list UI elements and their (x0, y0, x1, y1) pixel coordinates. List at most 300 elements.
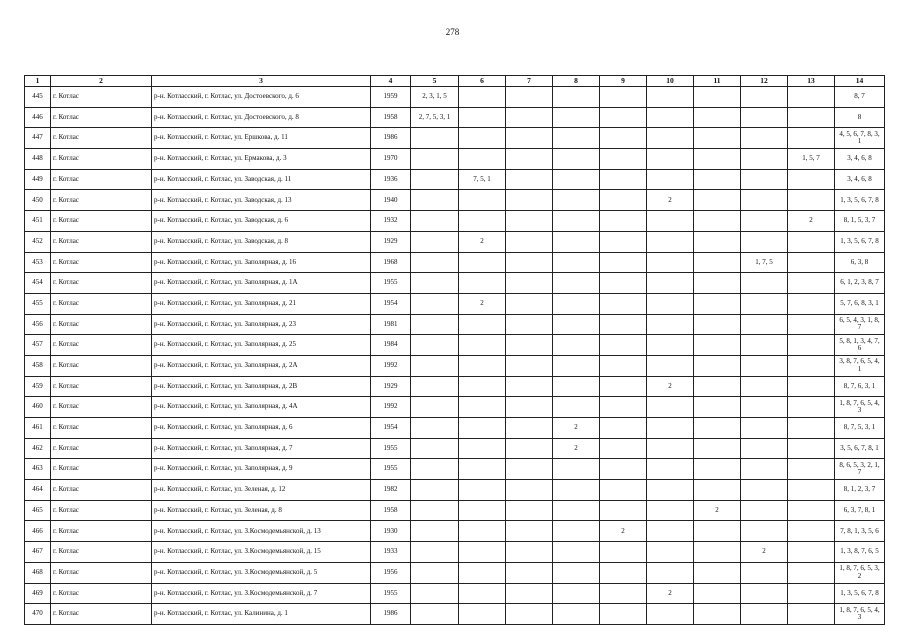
column-6-cell (459, 87, 506, 108)
column-8-cell (553, 128, 600, 149)
column-11-cell (694, 169, 741, 190)
column-6-cell (459, 355, 506, 376)
column-12-cell (741, 562, 788, 583)
column-5-cell (411, 459, 459, 480)
row-number-cell: 463 (25, 459, 51, 480)
column-14-cell: 5, 8, 1, 3, 4, 7, 6 (835, 335, 885, 356)
column-7-cell (506, 273, 553, 294)
address-cell: р-н. Котласский, г. Котлас, ул. Заполярная, д. 9 (152, 459, 371, 480)
year-cell: 1930 (371, 521, 411, 542)
column-14-cell: 3, 4, 6, 8 (835, 149, 885, 170)
column-13-cell (788, 293, 835, 314)
column-8-cell (553, 562, 600, 583)
table-row (25, 604, 885, 625)
column-12-cell: 1, 7, 5 (741, 252, 788, 273)
column-8-cell (553, 190, 600, 211)
column-8-cell (553, 293, 600, 314)
column-7-cell (506, 107, 553, 128)
column-10-cell (647, 562, 694, 583)
table-row (25, 252, 885, 273)
column-11-cell (694, 190, 741, 211)
row-number-cell: 455 (25, 293, 51, 314)
column-10-cell (647, 314, 694, 335)
column-14-cell: 8, 7, 5, 3, 1 (835, 418, 885, 439)
column-5-cell (411, 273, 459, 294)
column-9-cell (600, 293, 647, 314)
column-10-cell (647, 211, 694, 232)
column-7-cell (506, 583, 553, 604)
settlement-cell: г. Котлас (51, 480, 152, 501)
column-14-cell: 6, 5, 4, 3, 1, 8, 7 (835, 314, 885, 335)
year-cell: 1982 (371, 480, 411, 501)
column-6-cell (459, 190, 506, 211)
column-12-cell (741, 355, 788, 376)
column-header-7: 7 (506, 76, 553, 87)
settlement-cell: г. Котлас (51, 397, 152, 418)
row-number-cell: 456 (25, 314, 51, 335)
settlement-cell: г. Котлас (51, 211, 152, 232)
column-11-cell: 2 (694, 500, 741, 521)
settlement-cell: г. Котлас (51, 376, 152, 397)
table-row (25, 480, 885, 501)
column-5-cell (411, 128, 459, 149)
year-cell: 1932 (371, 211, 411, 232)
column-9-cell (600, 397, 647, 418)
address-cell: р-н. Котласский, г. Котлас, ул. З.Космодемьянской, д. 15 (152, 542, 371, 563)
column-11-cell (694, 583, 741, 604)
column-14-cell: 8 (835, 107, 885, 128)
address-cell: р-н. Котласский, г. Котлас, ул. З.Космодемьянской, д. 7 (152, 583, 371, 604)
column-8-cell (553, 107, 600, 128)
year-cell: 1981 (371, 314, 411, 335)
column-10-cell (647, 397, 694, 418)
column-header-2: 2 (51, 76, 152, 87)
column-13-cell (788, 355, 835, 376)
settlement-cell: г. Котлас (51, 190, 152, 211)
year-cell: 1958 (371, 107, 411, 128)
column-13-cell (788, 169, 835, 190)
column-14-cell: 6, 3, 7, 8, 1 (835, 500, 885, 521)
column-8-cell (553, 480, 600, 501)
column-12-cell (741, 293, 788, 314)
column-13-cell (788, 459, 835, 480)
column-10-cell (647, 438, 694, 459)
year-cell: 1929 (371, 231, 411, 252)
column-8-cell (553, 604, 600, 625)
column-7-cell (506, 293, 553, 314)
column-12-cell (741, 190, 788, 211)
settlement-cell: г. Котлас (51, 562, 152, 583)
column-header-14: 14 (835, 76, 885, 87)
column-7-cell (506, 252, 553, 273)
address-cell: р-н. Котласский, г. Котлас, ул. Ермакова, д. 3 (152, 149, 371, 170)
column-11-cell (694, 335, 741, 356)
settlement-cell: г. Котлас (51, 169, 152, 190)
table-body (25, 87, 885, 625)
column-13-cell (788, 480, 835, 501)
column-14-cell: 1, 8, 7, 6, 5, 3, 2 (835, 562, 885, 583)
column-7-cell (506, 231, 553, 252)
column-6-cell (459, 438, 506, 459)
column-10-cell (647, 480, 694, 501)
column-11-cell (694, 562, 741, 583)
column-10-cell (647, 169, 694, 190)
column-9-cell (600, 459, 647, 480)
column-10-cell (647, 521, 694, 542)
address-cell: р-н. Котласский, г. Котлас, ул. Зеленая, д. 12 (152, 480, 371, 501)
address-cell: р-н. Котласский, г. Котлас, ул. Ершкова, д. 11 (152, 128, 371, 149)
column-9-cell (600, 542, 647, 563)
column-11-cell (694, 480, 741, 501)
column-8-cell (553, 87, 600, 108)
settlement-cell: г. Котлас (51, 314, 152, 335)
column-8-cell (553, 459, 600, 480)
address-cell: р-н. Котласский, г. Котлас, ул. Достоевского, д. 6 (152, 87, 371, 108)
column-8-cell (553, 335, 600, 356)
table-row (25, 438, 885, 459)
column-5-cell (411, 293, 459, 314)
address-cell: р-н. Котласский, г. Котлас, ул. Калинина, д. 1 (152, 604, 371, 625)
table-row (25, 107, 885, 128)
column-5-cell (411, 418, 459, 439)
column-5-cell (411, 190, 459, 211)
column-5-cell: 2, 7, 5, 3, 1 (411, 107, 459, 128)
row-number-cell: 459 (25, 376, 51, 397)
row-number-cell: 468 (25, 562, 51, 583)
year-cell: 1970 (371, 149, 411, 170)
column-10-cell (647, 459, 694, 480)
year-cell: 1955 (371, 459, 411, 480)
column-14-cell: 1, 8, 7, 6, 5, 4, 3 (835, 397, 885, 418)
column-6-cell (459, 149, 506, 170)
column-7-cell (506, 500, 553, 521)
column-7-cell (506, 542, 553, 563)
column-12-cell (741, 376, 788, 397)
column-11-cell (694, 521, 741, 542)
table-row (25, 128, 885, 149)
table-row (25, 376, 885, 397)
column-9-cell (600, 190, 647, 211)
column-8-cell (553, 149, 600, 170)
column-5-cell (411, 169, 459, 190)
column-header-6: 6 (459, 76, 506, 87)
column-14-cell: 8, 7 (835, 87, 885, 108)
column-13-cell (788, 500, 835, 521)
column-11-cell (694, 542, 741, 563)
column-14-cell: 5, 7, 6, 8, 3, 1 (835, 293, 885, 314)
column-11-cell (694, 231, 741, 252)
column-12-cell (741, 169, 788, 190)
column-10-cell (647, 418, 694, 439)
column-8-cell (553, 376, 600, 397)
row-number-cell: 460 (25, 397, 51, 418)
address-cell: р-н. Котласский, г. Котлас, ул. Зеленая, д. 8 (152, 500, 371, 521)
year-cell: 1933 (371, 542, 411, 563)
column-9-cell: 2 (600, 521, 647, 542)
column-13-cell (788, 128, 835, 149)
column-5-cell (411, 500, 459, 521)
year-cell: 1954 (371, 293, 411, 314)
table-row (25, 397, 885, 418)
column-7-cell (506, 169, 553, 190)
table-row (25, 87, 885, 108)
address-cell: р-н. Котласский, г. Котлас, ул. Заводская, д. 8 (152, 231, 371, 252)
column-9-cell (600, 149, 647, 170)
column-8-cell (553, 542, 600, 563)
column-7-cell (506, 211, 553, 232)
column-8-cell: 2 (553, 438, 600, 459)
column-14-cell: 8, 7, 6, 3, 1 (835, 376, 885, 397)
column-12-cell (741, 87, 788, 108)
column-12-cell (741, 521, 788, 542)
year-cell: 1992 (371, 397, 411, 418)
column-12-cell (741, 418, 788, 439)
column-7-cell (506, 149, 553, 170)
column-8-cell (553, 314, 600, 335)
column-14-cell: 6, 1, 2, 3, 8, 7 (835, 273, 885, 294)
column-14-cell: 7, 8, 1, 3, 5, 6 (835, 521, 885, 542)
column-11-cell (694, 459, 741, 480)
column-header-12: 12 (741, 76, 788, 87)
table-row (25, 418, 885, 439)
column-7-cell (506, 376, 553, 397)
column-6-cell (459, 583, 506, 604)
column-6-cell (459, 335, 506, 356)
column-9-cell (600, 252, 647, 273)
column-6-cell (459, 521, 506, 542)
year-cell: 1956 (371, 562, 411, 583)
settlement-cell: г. Котлас (51, 500, 152, 521)
column-6-cell: 7, 5, 1 (459, 169, 506, 190)
column-10-cell (647, 542, 694, 563)
settlement-cell: г. Котлас (51, 438, 152, 459)
address-cell: р-н. Котласский, г. Котлас, ул. Заполярная, д. 2В (152, 376, 371, 397)
table-row (25, 459, 885, 480)
settlement-cell: г. Котлас (51, 335, 152, 356)
table-row (25, 500, 885, 521)
table-row (25, 190, 885, 211)
address-cell: р-н. Котласский, г. Котлас, ул. Заполярная, д. 1А (152, 273, 371, 294)
column-6-cell (459, 107, 506, 128)
column-12-cell (741, 273, 788, 294)
row-number-cell: 470 (25, 604, 51, 625)
settlement-cell: г. Котлас (51, 87, 152, 108)
row-number-cell: 445 (25, 87, 51, 108)
column-5-cell (411, 438, 459, 459)
column-8-cell (553, 231, 600, 252)
column-6-cell (459, 480, 506, 501)
column-9-cell (600, 335, 647, 356)
table-row (25, 273, 885, 294)
column-5-cell (411, 604, 459, 625)
column-12-cell: 2 (741, 542, 788, 563)
year-cell: 1929 (371, 376, 411, 397)
column-5-cell (411, 252, 459, 273)
column-6-cell (459, 376, 506, 397)
column-12-cell (741, 583, 788, 604)
address-cell: р-н. Котласский, г. Котлас, ул. Достоевского, д. 8 (152, 107, 371, 128)
table-row (25, 335, 885, 356)
row-number-cell: 466 (25, 521, 51, 542)
column-header-8: 8 (553, 76, 600, 87)
column-10-cell (647, 500, 694, 521)
column-7-cell (506, 562, 553, 583)
column-7-cell (506, 87, 553, 108)
year-cell: 1955 (371, 583, 411, 604)
column-13-cell (788, 314, 835, 335)
settlement-cell: г. Котлас (51, 418, 152, 439)
year-cell: 1955 (371, 438, 411, 459)
column-11-cell (694, 293, 741, 314)
year-cell: 1984 (371, 335, 411, 356)
column-9-cell (600, 500, 647, 521)
year-cell: 1986 (371, 604, 411, 625)
year-cell: 1954 (371, 418, 411, 439)
row-number-cell: 464 (25, 480, 51, 501)
column-13-cell (788, 273, 835, 294)
column-11-cell (694, 87, 741, 108)
column-5-cell (411, 521, 459, 542)
column-12-cell (741, 211, 788, 232)
page-number: 278 (445, 27, 460, 37)
column-5-cell (411, 335, 459, 356)
column-6-cell (459, 128, 506, 149)
row-number-cell: 453 (25, 252, 51, 273)
column-5-cell (411, 542, 459, 563)
column-9-cell (600, 231, 647, 252)
address-cell: р-н. Котласский, г. Котлас, ул. Заводская, д. 6 (152, 211, 371, 232)
column-8-cell (553, 521, 600, 542)
row-number-cell: 469 (25, 583, 51, 604)
settlement-cell: г. Котлас (51, 107, 152, 128)
column-6-cell (459, 604, 506, 625)
column-14-cell: 8, 1, 2, 3, 7 (835, 480, 885, 501)
column-9-cell (600, 562, 647, 583)
column-7-cell (506, 604, 553, 625)
column-7-cell (506, 314, 553, 335)
column-8-cell (553, 169, 600, 190)
column-9-cell (600, 107, 647, 128)
row-number-cell: 449 (25, 169, 51, 190)
address-cell: р-н. Котласский, г. Котлас, ул. Заполярная, д. 2А (152, 355, 371, 376)
settlement-cell: г. Котлас (51, 231, 152, 252)
column-12-cell (741, 480, 788, 501)
column-8-cell (553, 500, 600, 521)
table-row (25, 521, 885, 542)
column-12-cell (741, 335, 788, 356)
column-9-cell (600, 211, 647, 232)
column-6-cell (459, 273, 506, 294)
row-number-cell: 447 (25, 128, 51, 149)
address-cell: р-н. Котласский, г. Котлас, ул. Заполярная, д. 25 (152, 335, 371, 356)
column-11-cell (694, 418, 741, 439)
year-cell: 1992 (371, 355, 411, 376)
column-12-cell (741, 149, 788, 170)
column-11-cell (694, 438, 741, 459)
column-7-cell (506, 190, 553, 211)
column-14-cell: 1, 3, 5, 6, 7, 8 (835, 231, 885, 252)
column-11-cell (694, 211, 741, 232)
column-13-cell (788, 562, 835, 583)
year-cell: 1959 (371, 87, 411, 108)
column-11-cell (694, 355, 741, 376)
column-13-cell (788, 252, 835, 273)
column-10-cell (647, 335, 694, 356)
settlement-cell: г. Котлас (51, 128, 152, 149)
column-7-cell (506, 128, 553, 149)
column-7-cell (506, 397, 553, 418)
column-8-cell (553, 583, 600, 604)
row-number-cell: 451 (25, 211, 51, 232)
row-number-cell: 454 (25, 273, 51, 294)
column-9-cell (600, 438, 647, 459)
column-12-cell (741, 128, 788, 149)
column-8-cell (553, 355, 600, 376)
column-13-cell (788, 604, 835, 625)
address-cell: р-н. Котласский, г. Котлас, ул. Заполярная, д. 6 (152, 418, 371, 439)
settlement-cell: г. Котлас (51, 459, 152, 480)
column-7-cell (506, 438, 553, 459)
column-10-cell (647, 107, 694, 128)
column-13-cell (788, 397, 835, 418)
column-13-cell (788, 231, 835, 252)
column-6-cell (459, 211, 506, 232)
column-12-cell (741, 314, 788, 335)
address-cell: р-н. Котласский, г. Котлас, ул. Заводская, д. 11 (152, 169, 371, 190)
column-11-cell (694, 149, 741, 170)
column-13-cell (788, 438, 835, 459)
row-number-cell: 465 (25, 500, 51, 521)
column-8-cell (553, 397, 600, 418)
column-13-cell (788, 418, 835, 439)
address-cell: р-н. Котласский, г. Котлас, ул. З.Космодемьянской, д. 5 (152, 562, 371, 583)
column-6-cell (459, 542, 506, 563)
column-13-cell (788, 190, 835, 211)
column-8-cell (553, 252, 600, 273)
column-6-cell (459, 252, 506, 273)
year-cell: 1986 (371, 128, 411, 149)
table-row (25, 149, 885, 170)
settlement-cell: г. Котлас (51, 604, 152, 625)
column-5-cell (411, 211, 459, 232)
column-5-cell: 2, 3, 1, 5 (411, 87, 459, 108)
address-cell: р-н. Котласский, г. Котлас, ул. Заполярная, д. 4А (152, 397, 371, 418)
column-11-cell (694, 314, 741, 335)
row-number-cell: 461 (25, 418, 51, 439)
table-row (25, 169, 885, 190)
year-cell: 1955 (371, 273, 411, 294)
column-14-cell: 4, 5, 6, 7, 8, 3, 1 (835, 128, 885, 149)
column-5-cell (411, 562, 459, 583)
column-10-cell (647, 604, 694, 625)
row-number-cell: 458 (25, 355, 51, 376)
column-14-cell: 8, 1, 5, 3, 7 (835, 211, 885, 232)
column-6-cell (459, 418, 506, 439)
column-5-cell (411, 231, 459, 252)
column-7-cell (506, 459, 553, 480)
column-13-cell: 1, 5, 7 (788, 149, 835, 170)
column-12-cell (741, 438, 788, 459)
column-5-cell (411, 355, 459, 376)
table-row (25, 293, 885, 314)
column-11-cell (694, 376, 741, 397)
settlement-cell: г. Котлас (51, 252, 152, 273)
column-7-cell (506, 521, 553, 542)
settlement-cell: г. Котлас (51, 542, 152, 563)
column-10-cell (647, 149, 694, 170)
address-cell: р-н. Котласский, г. Котлас, ул. Заполярная, д. 21 (152, 293, 371, 314)
column-header-5: 5 (411, 76, 459, 87)
